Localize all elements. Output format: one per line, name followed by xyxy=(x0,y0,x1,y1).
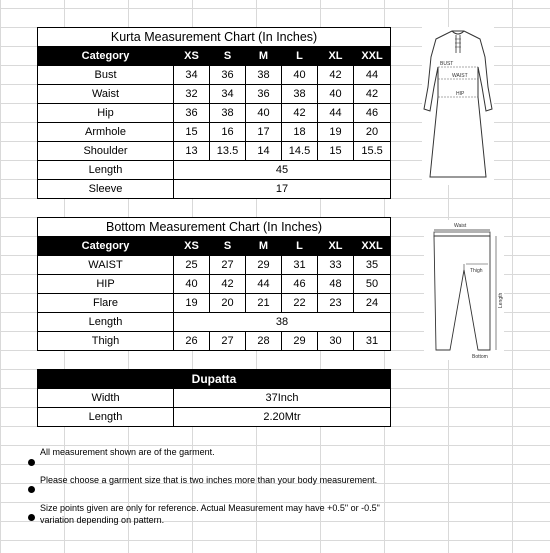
cell: 14.5 xyxy=(282,142,318,161)
cell: 46 xyxy=(282,275,318,294)
cell: 20 xyxy=(210,294,246,313)
cell: 42 xyxy=(282,104,318,123)
kurta-measurement-table xyxy=(37,27,391,199)
cell: 32 xyxy=(174,85,210,104)
cell: 31 xyxy=(354,332,391,351)
kurta-drawing xyxy=(422,27,494,185)
table-row xyxy=(38,142,391,161)
table-row xyxy=(38,275,391,294)
cell: 15.5 xyxy=(354,142,391,161)
cell: 27 xyxy=(210,256,246,275)
note-item xyxy=(28,502,428,528)
cell: 44 xyxy=(318,104,354,123)
cell: 31 xyxy=(282,256,318,275)
header-category: Category xyxy=(38,47,174,66)
table-row xyxy=(38,85,391,104)
bottom-measurement-table xyxy=(37,217,391,351)
cell: 40 xyxy=(246,104,282,123)
thigh-label: Thigh xyxy=(470,268,483,274)
row-label: Bust xyxy=(38,66,174,85)
note-text: Size points given are only for reference. Actual Measurement may have +0.5" or -0.5" variation depending on pattern. xyxy=(40,503,380,525)
header-xl: XL xyxy=(318,237,354,256)
table-row xyxy=(38,180,391,199)
header-l: L xyxy=(282,237,318,256)
header-xxl: XXL xyxy=(354,47,391,66)
cell: 36 xyxy=(210,66,246,85)
header-l: L xyxy=(282,47,318,66)
table-row xyxy=(38,313,391,332)
cell: 26 xyxy=(174,332,210,351)
cell: 44 xyxy=(354,66,391,85)
cell: 40 xyxy=(318,85,354,104)
hip-label: HIP xyxy=(456,91,465,97)
cell: 34 xyxy=(174,66,210,85)
sleeve-value: 17 xyxy=(174,180,391,199)
cell: 29 xyxy=(282,332,318,351)
waist-label: Waist xyxy=(454,223,467,229)
note-item xyxy=(28,446,428,470)
bullet-icon xyxy=(28,486,35,493)
cell: 16 xyxy=(210,123,246,142)
note-text: Please choose a garment size that is two inches more than your body measurement. xyxy=(40,475,378,485)
table-row xyxy=(38,161,391,180)
bottom-table-title: Bottom Measurement Chart (In Inches) xyxy=(38,218,391,237)
cell: 21 xyxy=(246,294,282,313)
cell: 2.20Mtr xyxy=(174,408,391,427)
cell: 24 xyxy=(354,294,391,313)
length-value: 45 xyxy=(174,161,391,180)
cell: 19 xyxy=(174,294,210,313)
kurta-table-title: Kurta Measurement Chart (In Inches) xyxy=(38,28,391,47)
cell: 50 xyxy=(354,275,391,294)
header-m: M xyxy=(246,237,282,256)
cell: 14 xyxy=(246,142,282,161)
cell: 25 xyxy=(174,256,210,275)
header-xxl: XXL xyxy=(354,237,391,256)
row-label: Thigh xyxy=(38,332,174,351)
header-xs: XS xyxy=(174,237,210,256)
row-label: Sleeve xyxy=(38,180,174,199)
cell: 28 xyxy=(246,332,282,351)
bullet-icon xyxy=(28,459,35,466)
row-label: Waist xyxy=(38,85,174,104)
cell: 15 xyxy=(174,123,210,142)
cell: 36 xyxy=(246,85,282,104)
row-label: Shoulder xyxy=(38,142,174,161)
row-label: Flare xyxy=(38,294,174,313)
cell: 19 xyxy=(318,123,354,142)
header-m: M xyxy=(246,47,282,66)
header-s: S xyxy=(210,237,246,256)
cell: 38 xyxy=(282,85,318,104)
table-row xyxy=(38,332,391,351)
cell: 20 xyxy=(354,123,391,142)
cell: 46 xyxy=(354,104,391,123)
row-label: Length xyxy=(38,313,174,332)
cell: 48 xyxy=(318,275,354,294)
cell: 13 xyxy=(174,142,210,161)
row-label: Length xyxy=(38,161,174,180)
table-row xyxy=(38,389,391,408)
cell: 29 xyxy=(246,256,282,275)
cell: 40 xyxy=(174,275,210,294)
length-value: 38 xyxy=(174,313,391,332)
row-label: Armhole xyxy=(38,123,174,142)
waist-label: WAIST xyxy=(452,73,468,79)
cell: 15 xyxy=(318,142,354,161)
note-item xyxy=(28,474,428,500)
cell: 13.5 xyxy=(210,142,246,161)
cell: 42 xyxy=(354,85,391,104)
row-label: Length xyxy=(38,408,174,427)
cell: 30 xyxy=(318,332,354,351)
row-label: HIP xyxy=(38,275,174,294)
cell: 17 xyxy=(246,123,282,142)
dupatta-table xyxy=(37,369,391,427)
header-xl: XL xyxy=(318,47,354,66)
header-xs: XS xyxy=(174,47,210,66)
row-label: Width xyxy=(38,389,174,408)
cell: 40 xyxy=(282,66,318,85)
pant-drawing xyxy=(424,220,504,360)
table-row xyxy=(38,408,391,427)
cell: 18 xyxy=(282,123,318,142)
cell: 33 xyxy=(318,256,354,275)
cell: 34 xyxy=(210,85,246,104)
pant-illustration xyxy=(424,220,504,360)
cell: 23 xyxy=(318,294,354,313)
cell: 42 xyxy=(210,275,246,294)
row-label: WAIST xyxy=(38,256,174,275)
row-label: Hip xyxy=(38,104,174,123)
table-row xyxy=(38,256,391,275)
table-row xyxy=(38,123,391,142)
cell: 37Inch xyxy=(174,389,391,408)
header-category: Category xyxy=(38,237,174,256)
cell: 27 xyxy=(210,332,246,351)
header-s: S xyxy=(210,47,246,66)
cell: 38 xyxy=(210,104,246,123)
bust-label: BUST xyxy=(440,61,454,67)
dupatta-title: Dupatta xyxy=(38,370,391,389)
cell: 36 xyxy=(174,104,210,123)
cell: 35 xyxy=(354,256,391,275)
cell: 22 xyxy=(282,294,318,313)
length-label: Length xyxy=(498,292,504,308)
cell: 42 xyxy=(318,66,354,85)
cell: 38 xyxy=(246,66,282,85)
bullet-icon xyxy=(28,514,35,521)
cell: 44 xyxy=(246,275,282,294)
table-row xyxy=(38,294,391,313)
bottom-label: Bottom xyxy=(472,354,488,360)
table-row xyxy=(38,66,391,85)
table-row xyxy=(38,104,391,123)
note-text: All measurement shown are of the garment. xyxy=(40,447,215,457)
kurta-illustration xyxy=(422,27,494,185)
